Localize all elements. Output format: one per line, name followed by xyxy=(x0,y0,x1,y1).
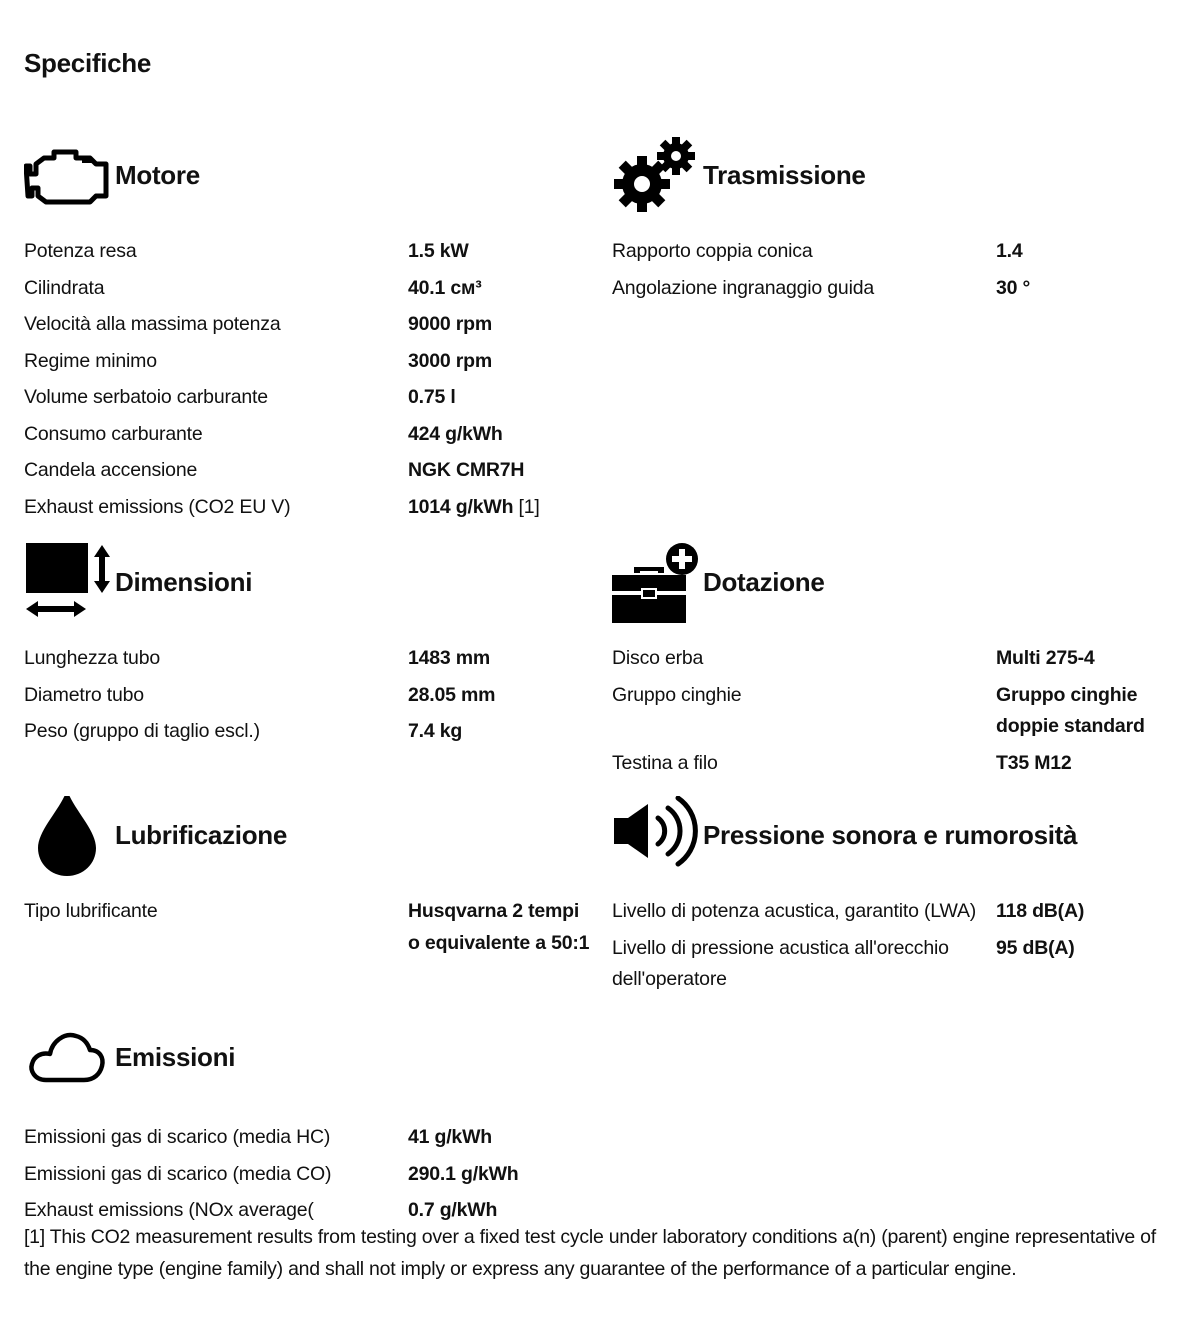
toolbox-plus-icon xyxy=(612,543,700,627)
spec-value: 7.4 kg xyxy=(408,720,463,742)
section-trasmissione xyxy=(612,136,1192,309)
spec-label: Gruppo cinghie xyxy=(612,683,742,706)
spec-label: Rapporto coppia conica xyxy=(612,240,813,262)
cloud-icon xyxy=(24,1018,112,1102)
footnote-ref: [1] xyxy=(518,495,540,518)
spec-value: Gruppo cinghie doppie standard xyxy=(996,683,1145,737)
spec-row xyxy=(24,716,604,748)
section-motore xyxy=(24,136,604,528)
spec-value: 290.1 g/kWh xyxy=(408,1162,519,1185)
section-title: Motore xyxy=(115,160,200,190)
section-header xyxy=(612,543,1192,627)
spec-value: NGK CMR7H xyxy=(408,459,525,481)
spec-list xyxy=(612,896,1192,996)
spec-value xyxy=(408,492,598,524)
spec-value: 3000 rpm xyxy=(408,349,493,372)
spec-label: Tipo lubrificante xyxy=(24,900,158,922)
spec-row xyxy=(612,896,1192,928)
spec-row xyxy=(24,492,604,524)
spec-row xyxy=(24,346,604,378)
spec-label: Emissioni gas di scarico (media HC) xyxy=(24,1126,331,1148)
spec-value: 0.7 g/kWh xyxy=(408,1199,498,1221)
spec-row xyxy=(612,236,1192,268)
section-pressione-sonora xyxy=(612,796,1192,1001)
section-title: Dotazione xyxy=(703,567,825,597)
spec-row xyxy=(612,748,1192,780)
section-lubrificazione xyxy=(24,796,604,964)
spec-list xyxy=(24,643,604,748)
footnote: [1] This CO2 measurement results from testing over a fixed test cycle under laboratory conditions a(n) (parent) engine representative of the engine type (engine family) and shall not imply or express any guarantee of the performance of a particular engine. xyxy=(24,1226,1156,1280)
dimensions-icon xyxy=(24,543,112,627)
page-title: Specifiche xyxy=(24,48,152,78)
spec-value: Husqvarna 2 tempi o equivalente a 50:1 xyxy=(408,900,590,954)
spec-row xyxy=(24,236,604,268)
spec-value: 424 g/kWh xyxy=(408,422,503,445)
spec-row xyxy=(612,680,1192,743)
section-header xyxy=(24,1018,604,1102)
spec-row xyxy=(24,419,604,451)
spec-label: Exhaust emissions (CO2 EU V) xyxy=(24,495,291,518)
spec-label: Consumo carburante xyxy=(24,422,203,445)
spec-value: 9000 rpm xyxy=(408,313,493,335)
spec-label: Emissioni gas di scarico (media CO) xyxy=(24,1162,332,1185)
spec-label: Peso (gruppo di taglio escl.) xyxy=(24,720,260,742)
spec-label: Regime minimo xyxy=(24,349,157,372)
section-title: Dimensioni xyxy=(115,567,253,597)
spec-label: Disco erba xyxy=(612,647,704,669)
spec-label: Exhaust emissions (NOx average( xyxy=(24,1199,314,1221)
oil-drop-icon xyxy=(24,796,112,880)
spec-row xyxy=(612,933,1192,996)
section-header xyxy=(612,136,1192,220)
spec-label: Volume serbatoio carburante xyxy=(24,386,268,408)
spec-list xyxy=(612,236,1192,304)
spec-value: Multi 275-4 xyxy=(996,647,1095,669)
section-dotazione xyxy=(612,543,1192,784)
spec-label: Candela accensione xyxy=(24,459,198,481)
section-title: Lubrificazione xyxy=(115,820,288,850)
spec-value: 95 dB(A) xyxy=(996,936,1075,959)
spec-row xyxy=(24,273,604,305)
spec-row xyxy=(24,1122,604,1154)
section-title: Pressione sonora e rumorosità xyxy=(703,820,1078,850)
spec-value: 1.5 kW xyxy=(408,240,469,262)
spec-label: Diametro tubo xyxy=(24,683,144,706)
spec-row xyxy=(24,1159,604,1191)
spec-value: 40.1 см³ xyxy=(408,276,482,299)
spec-label: Angolazione ingranaggio guida xyxy=(612,276,875,299)
spec-value: T35 M12 xyxy=(996,751,1072,774)
spec-label: Velocità alla massima potenza xyxy=(24,313,281,335)
spec-row xyxy=(24,896,604,959)
spec-row xyxy=(24,309,604,341)
spec-value: 30 ° xyxy=(996,276,1031,299)
spec-row xyxy=(24,643,604,675)
spec-list xyxy=(24,1122,604,1227)
spec-row xyxy=(24,680,604,712)
spec-label: Testina a filo xyxy=(612,751,718,774)
section-header xyxy=(24,136,604,220)
spec-label: Livello di pressione acustica all'orecchio dell'operatore xyxy=(612,936,949,990)
spec-label: Livello di potenza acustica, garantito (LWA) xyxy=(612,900,977,922)
section-header xyxy=(24,796,604,880)
spec-list xyxy=(612,643,1192,779)
spec-label: Cilindrata xyxy=(24,276,105,299)
spec-list xyxy=(24,236,604,523)
spec-row xyxy=(612,643,1192,675)
spec-value: 28.05 mm xyxy=(408,683,496,706)
section-dimensioni xyxy=(24,543,604,753)
spec-label: Potenza resa xyxy=(24,240,137,262)
gears-icon xyxy=(612,136,700,220)
spec-label: Lunghezza tubo xyxy=(24,647,160,669)
spec-row xyxy=(612,273,1192,305)
spec-value-text: 1014 g/kWh xyxy=(408,495,514,518)
speaker-icon xyxy=(612,796,700,880)
section-title: Trasmissione xyxy=(703,160,866,190)
spec-value: 0.75 l xyxy=(408,386,456,408)
section-emissioni xyxy=(24,1018,604,1232)
engine-icon xyxy=(24,136,112,220)
spec-value: 1.4 xyxy=(996,240,1023,262)
section-title: Emissioni xyxy=(115,1042,236,1072)
section-header xyxy=(24,543,604,627)
spec-value: 41 g/kWh xyxy=(408,1126,492,1148)
spec-list xyxy=(24,896,604,959)
section-header xyxy=(612,796,1192,880)
spec-row xyxy=(24,382,604,414)
spec-row xyxy=(24,455,604,487)
spec-value: 1483 mm xyxy=(408,647,491,669)
spec-value: 118 dB(A) xyxy=(996,900,1085,922)
